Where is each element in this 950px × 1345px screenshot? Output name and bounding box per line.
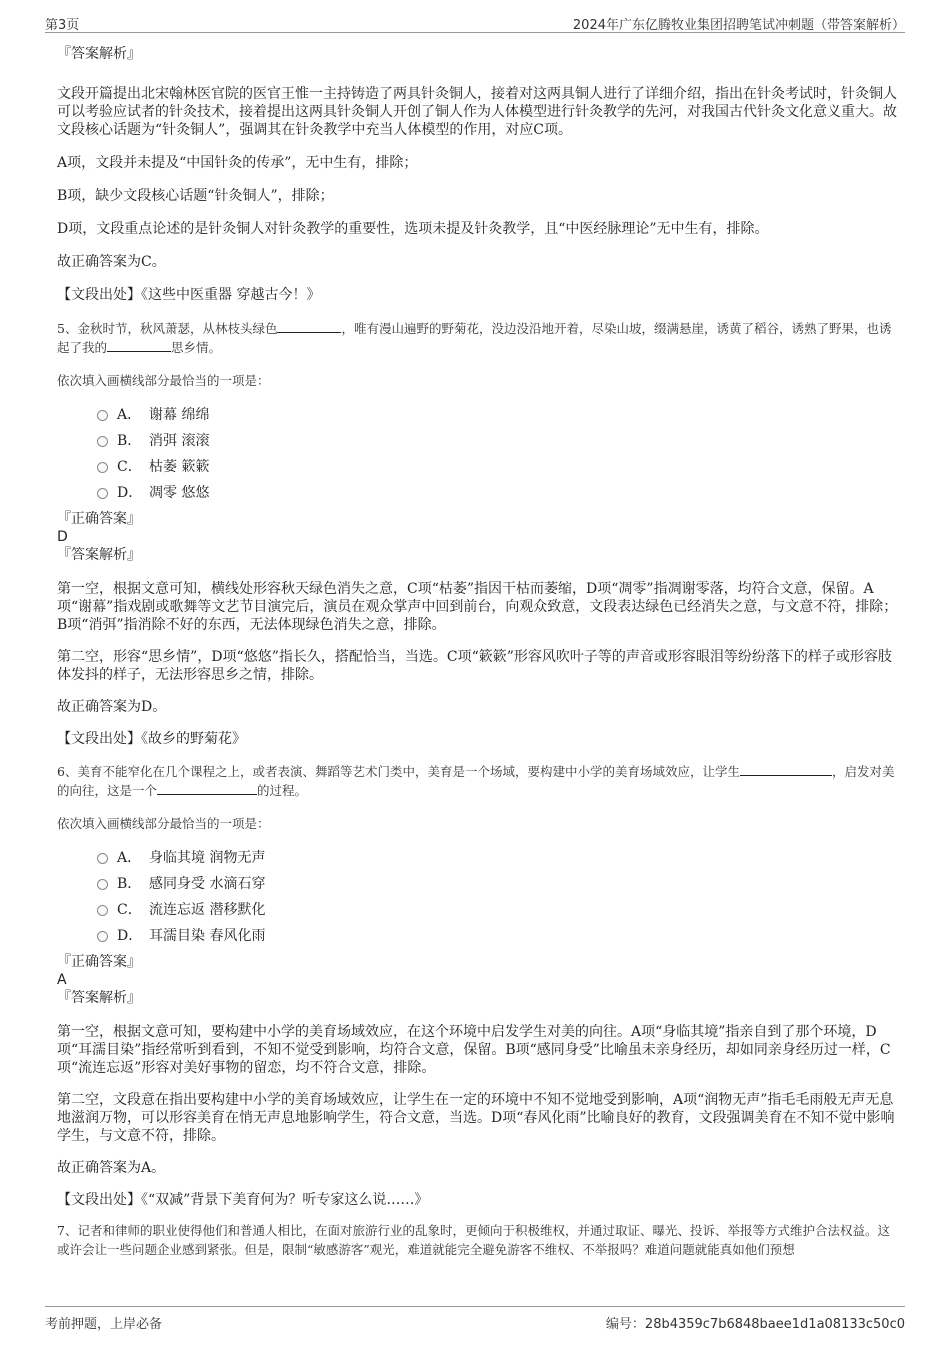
option-b[interactable]: B． 感同身受 水滴石穿 [97, 871, 902, 897]
analysis-paragraph: 文段开篇提出北宋翰林医官院的医官王惟一主持铸造了两具针灸铜人，接着对这两具铜人进行了详细介绍，指出在针灸考试时，针灸铜人可以考验应试者的针灸技术，接着提出这两具针灸铜人开创了铜人作为人体模型进行针灸教学的先河，对我国古代针灸文化意义重大。故文段核心话题为“针灸铜人”，强调其在针灸教学中充当人体模型的作用，对应C项。 [57, 86, 897, 138]
page-number: 第3页 [45, 18, 80, 33]
radio-button[interactable] [97, 853, 108, 864]
radio-button[interactable] [97, 905, 108, 916]
answer-blank [740, 763, 832, 776]
correct-answer: D [57, 529, 68, 545]
question-stem: 7、记者和律师的职业使得他们和普通人相比，在面对旅游行业的乱象时，更倾向于积极维权，并通过取证、曝光、投诉、举报等方式维护合法权益。这或许会让一些问题企业感到紧张。但是，限制“敏感游客”观光，难道就能完全避免游客不维权、不举报吗？难道问题就能真如他们预想 [57, 1223, 890, 1257]
option-b[interactable]: B． 消弭 滚滚 [97, 428, 902, 454]
option-c[interactable]: C． 枯萎 簌簌 [97, 454, 902, 480]
page-footer [45, 1306, 905, 1332]
page-header [45, 12, 905, 33]
source-citation: 【文段出处】《故乡的野菊花》 [57, 731, 246, 747]
radio-button[interactable] [97, 436, 108, 447]
analysis-paragraph: 第二空，文段意在指出要构建中小学的美育场域效应，让学生在一定的环境中不知不觉地受到影响，A项“润物无声”指毛毛雨般无声无息地滋润万物，可以形容美育在悄无声息地影响学生，符合文意，当选。D项“春风化雨”比喻良好的教育，文段强调美育在不知不觉中影响学生，与文意不符，排除。 [57, 1092, 895, 1144]
analysis-paragraph: D项，文段重点论述的是针灸铜人对针灸教学的重要性，选项未提及针灸教学，且“中医经脉理论”无中生有，排除。 [57, 221, 769, 237]
option-d[interactable]: D． 耳濡目染 春风化雨 [97, 923, 902, 949]
page-content [57, 40, 902, 1259]
footer-slogan: 考前押题，上岸必备 [45, 1317, 163, 1332]
radio-button[interactable] [97, 410, 108, 421]
question-stem: 5、金秋时节，秋风萧瑟，从林枝头绿色 ，唯有漫山遍野的野菊花，没边没沿地开着，尽染山坡，缀满悬崖，诱黄了稻谷，诱熟了野果，也诱起了我的 思乡情。 [57, 321, 892, 355]
source-citation: 【文段出处】《这些中医重器 穿越古今！》 [57, 287, 321, 303]
analysis-paragraph: 第二空，形容“思乡情”，D项“悠悠”指长久，搭配恰当，当选。C项“簌簌”形容风吹叶子等的声音或形容眼泪等纷纷落下的样子或形容肢体发抖的样子，无法形容思乡之情，排除。 [57, 649, 892, 683]
question-prompt: 依次填入画横线部分最恰当的一项是： [57, 373, 270, 388]
analysis-paragraph: 第一空，根据文意可知，要构建中小学的美育场域效应，在这个环境中启发学生对美的向往。A项“身临其境”指亲自到了那个环境，D项“耳濡目染”指经常听到看到，不知不觉受到影响，均符合文意，保留。B项“感同身受”比喻虽未亲身经历，却如同亲身经历过一样，C项“流连忘返”形容对美好事物的留恋，均不符合文意，排除。 [57, 1024, 891, 1076]
conclusion: 故正确答案为A。 [57, 1160, 166, 1176]
analysis-label: 『答案解析』 [57, 547, 141, 563]
correct-answer-label: 『正确答案』 [57, 954, 141, 970]
radio-button[interactable] [97, 488, 108, 499]
conclusion: 故正确答案为D。 [57, 699, 167, 715]
analysis-paragraph: A项，文段并未提及“中国针灸的传承”，无中生有，排除； [57, 155, 418, 171]
document-code: 编号：28b4359c7b6848baee1d1a08133c50c0 [605, 1317, 905, 1332]
options-list [97, 402, 902, 506]
analysis-paragraph: 第一空，根据文意可知，横线处形容秋天绿色消失之意，C项“枯萎”指因干枯而萎缩，D项“凋零”指凋谢零落，均符合文意，保留。A项“谢幕”指戏剧或歌舞等文艺节目演完后，演员在观众掌声中回到前台，向观众致意，文段表达绿色已经消失之意，与文意不符，排除；B项“消弭”指消除不好的东西，无法体现绿色消失之意，排除。 [57, 581, 898, 633]
radio-button[interactable] [97, 879, 108, 890]
option-c[interactable]: C． 流连忘返 潜移默化 [97, 897, 902, 923]
answer-blank [157, 782, 257, 795]
options-list [97, 845, 902, 949]
radio-button[interactable] [97, 931, 108, 942]
radio-button[interactable] [97, 462, 108, 473]
document-title: 2024年广东亿腾牧业集团招聘笔试冲刺题（带答案解析） [572, 18, 905, 33]
answer-blank [107, 339, 171, 352]
correct-answer-label: 『正确答案』 [57, 511, 141, 527]
question-prompt: 依次填入画横线部分最恰当的一项是： [57, 816, 270, 831]
analysis-label: 『答案解析』 [57, 990, 141, 1006]
answer-blank [277, 320, 341, 333]
conclusion: 故正确答案为C。 [57, 254, 166, 270]
question-stem: 6、美育不能窄化在几个课程之上，或者表演、舞蹈等艺术门类中，美育是一个场域，要构建中小学的美育场域效应，让学生 ，启发对美的向往，这是一个 的过程。 [57, 764, 895, 798]
option-a[interactable]: A． 谢幕 绵绵 [97, 402, 902, 428]
correct-answer: A [57, 972, 67, 988]
source-citation: 【文段出处】《“双减”背景下美育何为？听专家这么说……》 [57, 1192, 429, 1208]
option-a[interactable]: A． 身临其境 润物无声 [97, 845, 902, 871]
analysis-label: 『答案解析』 [57, 46, 141, 62]
analysis-paragraph: B项，缺少文段核心话题“针灸铜人”，排除； [57, 188, 334, 204]
option-d[interactable]: D． 凋零 悠悠 [97, 480, 902, 506]
